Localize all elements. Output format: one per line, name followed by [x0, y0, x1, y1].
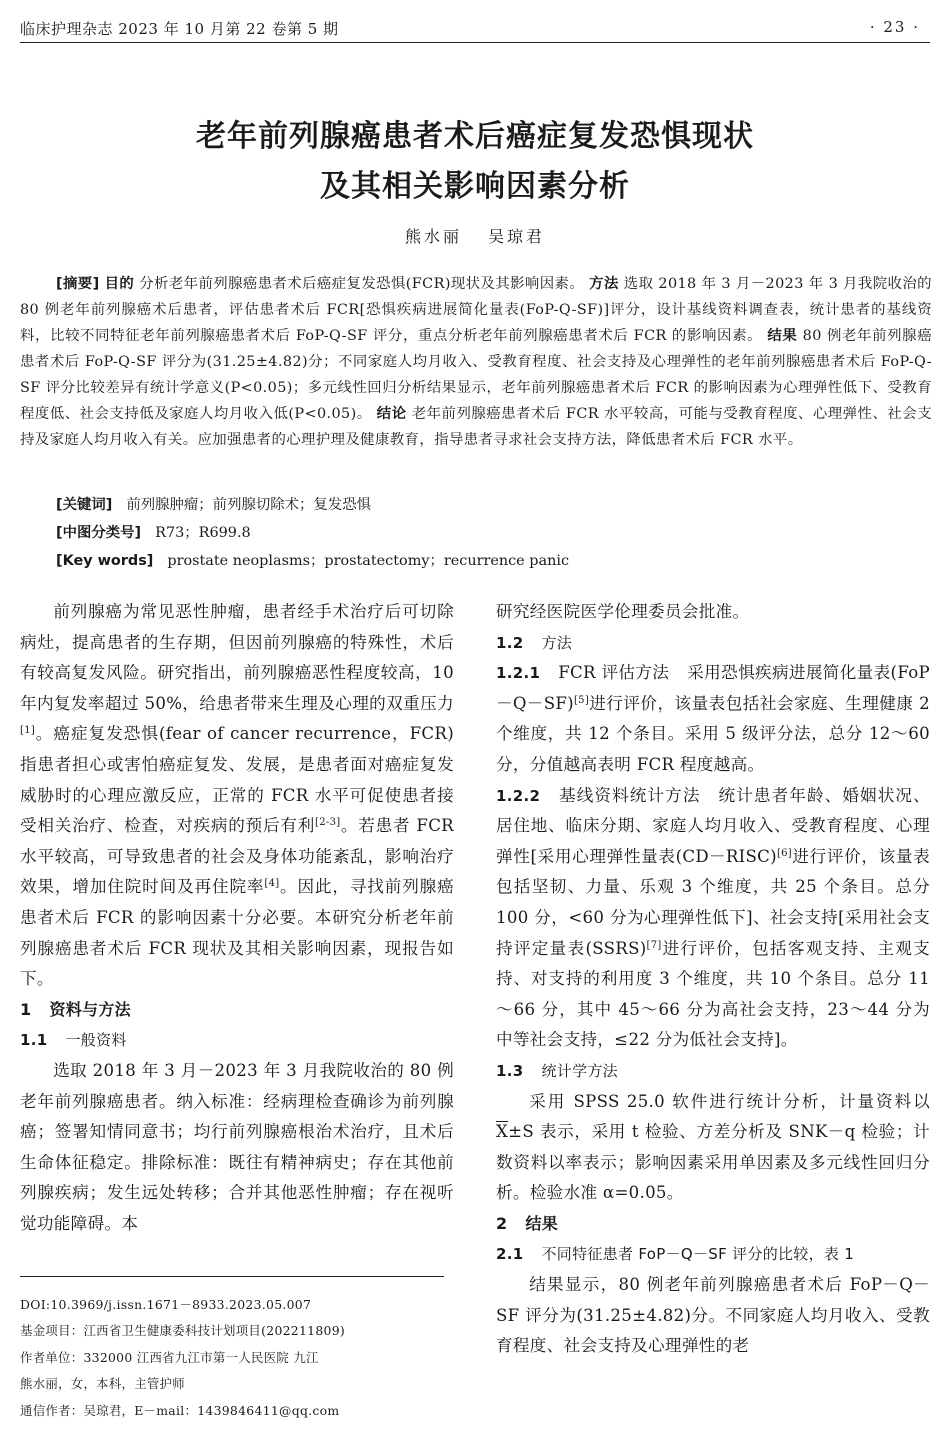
- doi: DOI:10.3969/j.issn.1671－8933.2023.05.007: [20, 1297, 312, 1312]
- body-right-column: [496, 597, 930, 1362]
- body-left-column: [20, 597, 454, 1239]
- keywords-value: 前列腺肿瘤；前列腺切除术；复发恐惧: [126, 497, 371, 513]
- section-1-heading: [20, 995, 454, 1026]
- clc-line: [56, 521, 251, 542]
- section-number: 1: [20, 999, 32, 1019]
- method-text: 选取 2018 年 3 月－2023 年 3 月我院收治的 80 例老年前列腺癌术后患者，评估患者术后 FCR[恐惧疾病进展简化量表(FoP-Q-SF)]评分，设计基线资料调查表，统计患者的基线资料，比较不同特征老年前列腺癌患者术后 FoP-Q-SF 评分，重点分析老年前列腺癌患者术后 FCR 的影响因素。: [20, 276, 932, 344]
- section-title: 资料与方法: [49, 999, 131, 1019]
- section-1-2-heading: [496, 628, 930, 659]
- title-line-2: 及其相关影响因素分析: [320, 169, 630, 204]
- footnote: [20, 1292, 450, 1424]
- footnote-divider: [20, 1276, 444, 1277]
- section-title: 结果: [525, 1213, 559, 1233]
- author-info: 熊水丽，女，本科，主管护师: [20, 1376, 185, 1392]
- intro-text: 。若患者 FCR 水平较高，可导致患者的社会及身体功能紊乱，影响治疗效果，增加住院时间及再住院率: [20, 816, 454, 897]
- section-number: 1.2.1: [496, 664, 541, 683]
- baseline-text: 统计患者年龄、婚姻状况、居住地、临床分期、家庭人均月收入、受教育程度、心理弹性[采用心理弹性量表(CD－RISC): [496, 785, 930, 866]
- section-number: 1.2.2: [496, 786, 541, 805]
- objective-label: 目的: [104, 276, 135, 292]
- section-2-heading: [496, 1209, 930, 1240]
- article-title: [0, 112, 950, 212]
- baseline-method-paragraph: [496, 781, 930, 1056]
- clc-label: [中图分类号]: [56, 525, 142, 541]
- ethics-paragraph: 研究经医院医学伦理委员会批准。: [496, 602, 750, 621]
- statistics-text: 采用 SPSS 25.0 软件进行统计分析，计量资料以: [529, 1091, 930, 1111]
- section-2-1-heading: [496, 1239, 930, 1270]
- clc-value: R73；R699.8: [155, 525, 251, 541]
- ref-2-3: [2-3]: [315, 817, 341, 829]
- mean-symbol: $\overline{X}$: [496, 1122, 509, 1142]
- abstract-label: [摘要]: [56, 276, 100, 292]
- section-title: FCR 评估方法: [558, 663, 670, 683]
- fcr-text: 进行评价，该量表包括社会家庭、生理健康 2 个维度，共 12 个条目。采用 5 级评分法，总分 12～60 分，分值越高表明 FCR 程度越高。: [496, 693, 930, 774]
- section-number: 2.1: [496, 1245, 524, 1264]
- intro-paragraph: [20, 597, 454, 995]
- section-number: 2: [496, 1213, 508, 1233]
- section-number: 1.3: [496, 1061, 524, 1080]
- section-number: 1.2: [496, 633, 524, 652]
- baseline-text: 进行评价，包括客观支持、主观支持、对支持的利用度 3 个维度，共 10 个条目。总分 11～66 分，其中 45～66 分为高社会支持，23～44 分为中等社会支持，≤22 分为低社会支持]。: [496, 938, 931, 1050]
- intro-text: 。癌症复发恐惧(fear of cancer recurrence，FCR)指患者担心或害怕癌症复发、发展，是患者面对癌症复发威胁时的心理应激反应，正常的 FCR 水平可促使患者接受相关治疗、检查，对疾病的预后有利: [20, 724, 454, 836]
- keywords-label: [关键词]: [56, 497, 113, 513]
- section-1-1-heading: [20, 1025, 454, 1056]
- statistics-paragraph: [496, 1087, 930, 1209]
- ref-6: [6]: [776, 847, 793, 859]
- ref-5: [5]: [573, 694, 590, 706]
- statistics-text: ±S 表示，采用 t 检验、方差分析及 SNK－q 检验；计数资料以率表示；影响因素采用单因素及多元线性回归分析。检验水准 α=0.05。: [496, 1122, 930, 1203]
- result-label: 结果: [767, 328, 798, 344]
- title-line-1: 老年前列腺癌患者术后癌症复发恐惧现状: [196, 119, 754, 154]
- keywords-en-label: [Key words]: [56, 553, 154, 569]
- keywords-line: [56, 493, 371, 514]
- fcr-text: 采用恐惧疾病进展简化量表(FoP－Q－SF): [496, 663, 930, 713]
- section-number: 1.1: [20, 1031, 48, 1050]
- results-paragraph: 结果显示，80 例老年前列腺癌患者术后 FoP－Q－SF 评分为(31.25±4.82)分。不同家庭人均月收入、受教育程度、社会支持及心理弹性的老: [496, 1275, 930, 1356]
- ref-4: [4]: [264, 878, 280, 890]
- section-title: 方法: [541, 633, 573, 652]
- section-1-3-heading: [496, 1056, 930, 1087]
- journal-citation: 临床护理杂志 2023 年 10 月第 22 卷第 5 期: [20, 20, 339, 38]
- objective-text: 分析老年前列腺癌患者术后癌症复发恐惧(FCR)现状及其影响因素。: [139, 276, 585, 292]
- conclusion-label: 结论: [376, 406, 407, 422]
- section-title: 不同特征患者 FoP－Q－SF 评分的比较，表 1: [541, 1245, 855, 1264]
- intro-text: 前列腺癌为常见恶性肿瘤，患者经手术治疗后可切除病灶，提高患者的生存期，但因前列腺癌的特殊性，术后有较高复发风险。研究指出，前列腺癌恶性程度较高，10 年内复发率超过 50%，给患者带来生理及心理的双重压力: [20, 602, 454, 713]
- abstract: [20, 271, 932, 453]
- section-title: 统计学方法: [541, 1061, 618, 1080]
- baseline-text: 进行评价，该量表包括坚韧、力量、乐观 3 个维度，共 25 个条目。总分 100 分，<60 分为心理弹性低下]、社会支持[采用社会支持评定量表(SSRS): [496, 846, 930, 958]
- conclusion-text: 老年前列腺癌患者术后 FCR 水平较高，可能与受教育程度、心理弹性、社会支持及家庭人均月收入有关。应加强患者的心理护理及健康教育，指导患者寻求社会支持方法，降低患者术后 FCR 水平。: [20, 406, 932, 448]
- page-number: · 23 ·: [869, 18, 920, 36]
- affiliation: 作者单位：332000 江西省九江市第一人民医院 九江: [20, 1349, 319, 1365]
- funding: 基金项目：江西省卫生健康委科技计划项目(202211809): [20, 1323, 346, 1339]
- section-title: 一般资料: [65, 1031, 127, 1050]
- intro-text: 。因此，寻找前列腺癌患者术后 FCR 的影响因素十分必要。本研究分析老年前列腺癌患者术后 FCR 现状及其相关影响因素，现报告如下。: [20, 877, 455, 989]
- keywords-en-line: [56, 549, 569, 570]
- correspondence: 通信作者：吴琼君，E－mail：1439846411@qq.com: [20, 1402, 340, 1418]
- fcr-method-paragraph: [496, 658, 930, 780]
- method-label: 方法: [589, 276, 619, 292]
- abstract-paragraph: [20, 271, 932, 453]
- running-header: [20, 14, 930, 43]
- result-text: 80 例老年前列腺癌患者术后 FoP-Q-SF 评分为(31.25±4.82)分；不同家庭人均月收入、受教育程度、社会支持及心理弹性的老年前列腺癌患者术后 FoP-Q-SF 评分比较差异有统计学意义(P<0.05)；多元线性回归分析结果显示，老年前列腺癌患者术后 FCR 的影响因素为心理弹性低下、受教育程度低、社会支持低及家庭人均月收入低(P<0.05)。: [20, 328, 932, 422]
- keywords-en-value: prostate neoplasms；prostatectomy；recurrence panic: [167, 553, 569, 569]
- ref-1: [1]: [20, 725, 36, 737]
- ref-7: [7]: [646, 939, 662, 951]
- general-data-paragraph: 选取 2018 年 3 月－2023 年 3 月我院收治的 80 例老年前列腺癌患者。纳入标准：经病理检查确诊为前列腺癌；签署知情同意书；均行前列腺癌根治术治疗，且术后生命体征稳定。排除标准：既往有精神病史；存在其他前列腺疾病；发生远处转移；合并其他恶性肿瘤；存在视听觉功能障碍。本: [20, 1060, 454, 1233]
- author-list: 熊水丽 吴琼君: [404, 227, 546, 246]
- section-title: 基线资料统计方法: [558, 785, 701, 805]
